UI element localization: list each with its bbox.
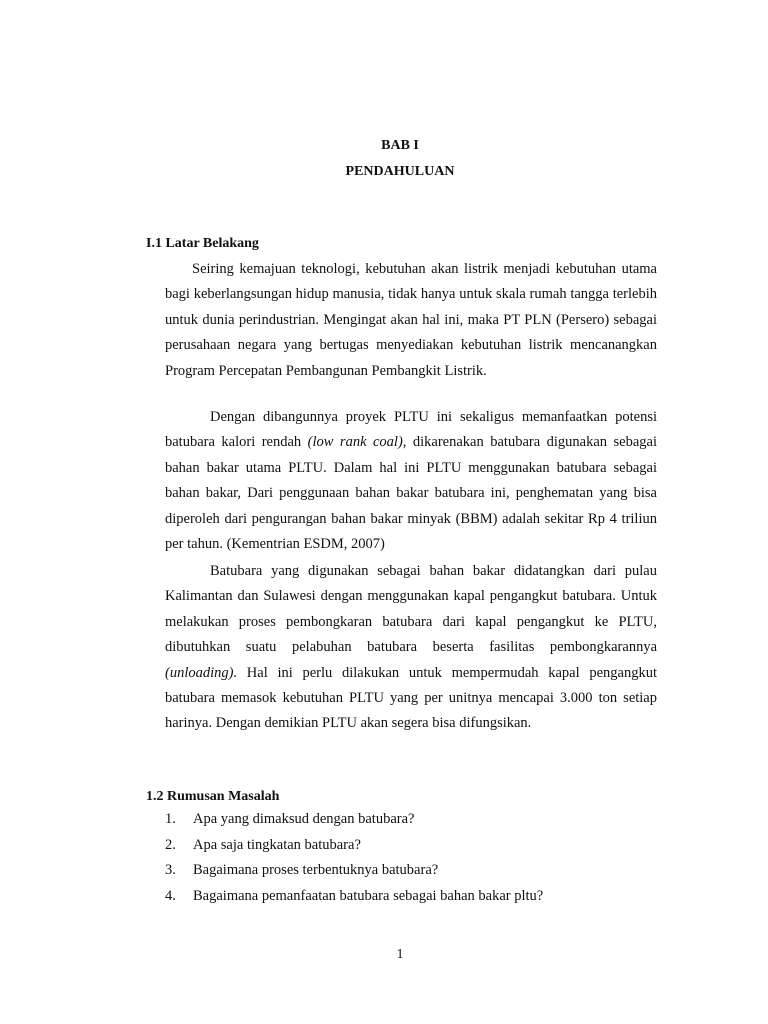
list-item-text: Apa yang dimaksud dengan batubara? (193, 811, 415, 827)
chapter-title: PENDAHULUAN (345, 164, 455, 179)
list-item-number: 2. (165, 836, 176, 853)
paragraph-3-text-b: Hal ini perlu dilakukan untuk mempermudah kapal pengangkut batubara memasok kebutuhan PLTU yang per unitnya mencapai 3.000 ton setiap harinya. Dengan demikian PLTU akan segera bisa difungsikan. (165, 664, 657, 732)
chapter-number: BAB I (381, 138, 419, 153)
paragraph-2-text-a: Dengan dibangunnya proyek PLTU ini sekaligus memanfaatkan potensi batubara kalori rendah (165, 409, 657, 451)
list-item (165, 807, 543, 833)
paragraph-2-text-b: dikarenakan batubara digunakan sebagai bahan bakar utama PLTU. Dalam hal ini PLTU menggunakan batubara sebagai bahan bakar, Dari penggunaan bahan bakar batubara ini, penghematan yang bisa diperoleh dari pengurangan bahan bakar minyak (BBM) adalah sekitar Rp 4 triliun per tahun. (Kementrian ESDM, 2007) (165, 434, 657, 553)
problem-list (165, 807, 543, 909)
paragraph-3-text-a: Batubara yang digunakan sebagai bahan bakar didatangkan dari pulau Kalimantan dan Sulawesi dengan menggunakan kapal pengangkut batubara. Untuk melakukan proses pembongkaran batubara dari kapal pengangkut ke PLTU, dibutuhkan suatu pelabuhan batubara beserta fasilitas pembongkarannya (165, 563, 657, 656)
paragraph-1: Seiring kemajuan teknologi, kebutuhan akan listrik menjadi kebutuhan utama bagi keberlangsungan hidup manusia, tidak hanya untuk skala rumah tangga terlebih untuk dunia perindustrian. Mengingat akan hal ini, maka PT PLN (Persero) sebagai perusahaan negara yang bertugas menyediakan kebutuhan listrik mencanangkan Program Percepatan Pembangunan Pembangkit Listrik. (165, 261, 657, 379)
list-item-text: Bagaimana pemanfaatan batubara sebagai bahan bakar pltu? (193, 887, 544, 904)
list-item-number: 3. (165, 862, 176, 878)
section-heading-rumusan-masalah: 1.2 Rumusan Masalah (146, 789, 280, 804)
page-number: 1 (396, 947, 404, 962)
paragraph-3-italic: (unloading). (165, 664, 238, 681)
list-item-number: 4. (165, 887, 176, 904)
section-heading-latar-belakang: I.1 Latar Belakang (146, 236, 259, 251)
paragraph-3 (165, 559, 657, 737)
list-item-number: 1. (165, 811, 176, 827)
list-item-text: Apa saja tingkatan batubara? (193, 836, 361, 853)
list-item-text: Bagaimana proses terbentuknya batubara? (193, 862, 439, 878)
list-item (165, 858, 543, 884)
paragraph-2-italic: (low rank coal), (307, 434, 407, 451)
list-item (165, 833, 543, 859)
list-item (165, 884, 543, 910)
paragraph-2 (165, 405, 657, 557)
